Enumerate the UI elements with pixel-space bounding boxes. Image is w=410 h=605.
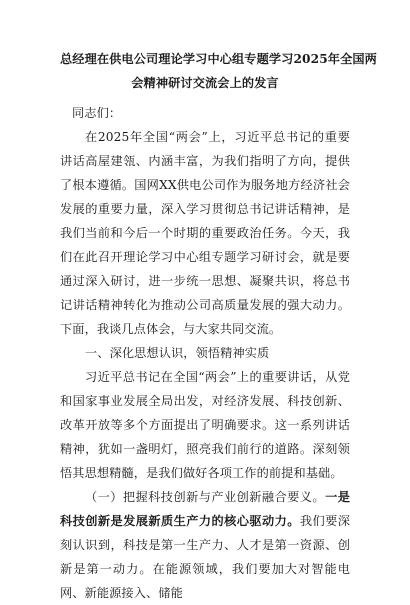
document-title — [60, 47, 377, 95]
subsection-heading-1: （一）把握科技创新与产业创新融合要义。 — [85, 490, 326, 504]
salutation: 同志们： — [72, 106, 122, 120]
title-line-2: 会精神研讨交流会上的发言 — [131, 76, 279, 90]
section-heading-1: 一、深化思想认识，领悟精神实质 — [85, 346, 270, 360]
paragraph-intro: 在2025年全国“两会”上，习近平总书记的重要讲话高屋建瓴、内涵丰富，为我们指明了方向，提供了根本遵循。国网XX供电公司作为服务地方经济社会发展的重要力量，深入学习贯彻总书记讲话精神，是我们当前和今后一个时期的重要政治任务。今天，我们在此召开理论学习中心组专题学习研讨会，就是要通过深入研讨，进一步统一思想、凝聚共识，将总书记讲话精神转化为推动公司高质量发展的强大动力。下面，我谈几点体会，与大家共同交流。 — [60, 130, 350, 336]
paragraph-subsection-1 — [60, 485, 350, 605]
title-line-1: 总经理在供电公司理论学习中心组专题学习2025年全国两 — [60, 52, 377, 66]
paragraph-section-1: 习近平总书记在全国“两会”上的重要讲话，从党和国家事业发展全局出发，对经济发展、科技创新、改革开放等多个方面提出了明确要求。这一系列讲话精神，犹如一盏明灯，照亮我们前行的道路。深刻领悟其思想精髓，是我们做好各项工作的前提和基础。 — [60, 370, 350, 480]
document-body — [60, 101, 350, 605]
subsection-text: 我们要深刻认识到，科技是第一生产力、人才是第一资源、创新是第一动力。在能源领域，我们要加大对智能电网、新能源接入、储能 — [60, 514, 350, 600]
subsection-emphasis: 一是科技创新是发展新质生产力的核心驱动力。 — [60, 490, 351, 528]
